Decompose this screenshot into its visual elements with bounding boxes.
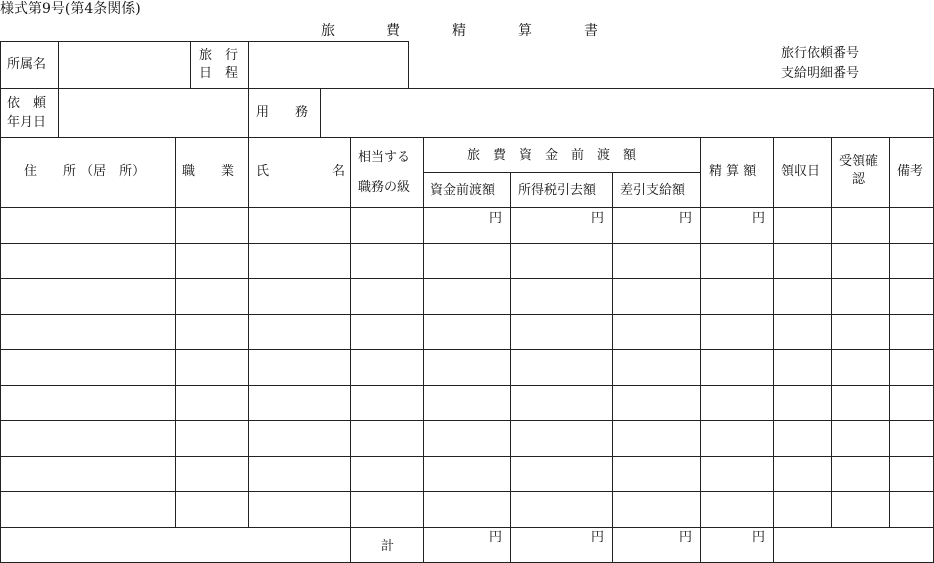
table-row: [1, 314, 933, 349]
table-row: [1, 491, 933, 527]
total-yen-tax: 円: [591, 530, 605, 545]
unit-yen-settlement: 円: [752, 211, 766, 226]
travel-request-number-label: 旅行依頼番号: [781, 46, 860, 61]
title-char-4: 算: [518, 23, 532, 39]
payment-detail-number-label: 支給明細番号: [781, 66, 860, 81]
column-header-confirm-line2: 認: [852, 172, 866, 187]
unit-yen-net: 円: [679, 211, 693, 226]
purpose-label: 用 務: [256, 105, 309, 120]
purpose-input[interactable]: [321, 89, 932, 136]
title-char-5: 書: [584, 23, 598, 39]
department-input[interactable]: [59, 42, 189, 87]
total-yen-advance: 円: [489, 530, 503, 545]
trip-dates-label-line1: 旅 行: [199, 48, 239, 63]
table-row: [1, 385, 933, 420]
column-header-receipt-date: 領収日: [781, 164, 821, 179]
column-header-net-payment: 差引支給額: [620, 183, 686, 198]
request-date-label-line1: 依 頼: [7, 96, 47, 111]
request-date-input[interactable]: [59, 89, 247, 136]
trip-dates-label-line2: 日 程: [199, 66, 239, 81]
column-header-name-a: 氏: [256, 164, 270, 179]
request-date-label-line2: 年月日: [7, 115, 47, 130]
total-label: 計: [381, 539, 395, 554]
form-number-label: 様式第9号(第4条関係): [0, 1, 141, 17]
column-header-grade-line1: 相当する: [358, 150, 411, 165]
department-label: 所属名: [7, 57, 47, 72]
column-header-advance-amount: 資金前渡額: [430, 183, 496, 198]
column-header-address: 住 所 （居 所）: [24, 164, 146, 179]
table-row: [1, 349, 933, 385]
title-char-1: 旅: [321, 23, 335, 39]
column-header-confirm-line1: 受領確: [839, 154, 879, 169]
total-yen-settlement: 円: [752, 530, 766, 545]
column-header-name-b: 名: [332, 164, 346, 179]
table-row: [1, 243, 933, 278]
data-rows: [1, 208, 933, 527]
table-row: [1, 208, 933, 243]
table-row: [1, 420, 933, 456]
unit-yen-tax: 円: [591, 211, 605, 226]
column-header-grade-line2: 職務の級: [358, 180, 411, 195]
table-row: [1, 278, 933, 314]
column-header-remarks: 備考: [897, 164, 924, 179]
unit-yen-advance: 円: [489, 211, 503, 226]
column-header-income-tax: 所得税引去額: [518, 183, 597, 198]
title-char-3: 精: [452, 23, 466, 39]
total-yen-net: 円: [679, 530, 693, 545]
column-header-advance-group: 旅 費 資 金 前 渡 額: [467, 148, 637, 163]
trip-dates-input[interactable]: [249, 42, 407, 87]
column-header-occupation: 職 業: [182, 164, 235, 179]
table-row: [1, 456, 933, 491]
title-char-2: 費: [386, 23, 400, 39]
column-header-settlement: 精 算 額: [709, 164, 757, 179]
